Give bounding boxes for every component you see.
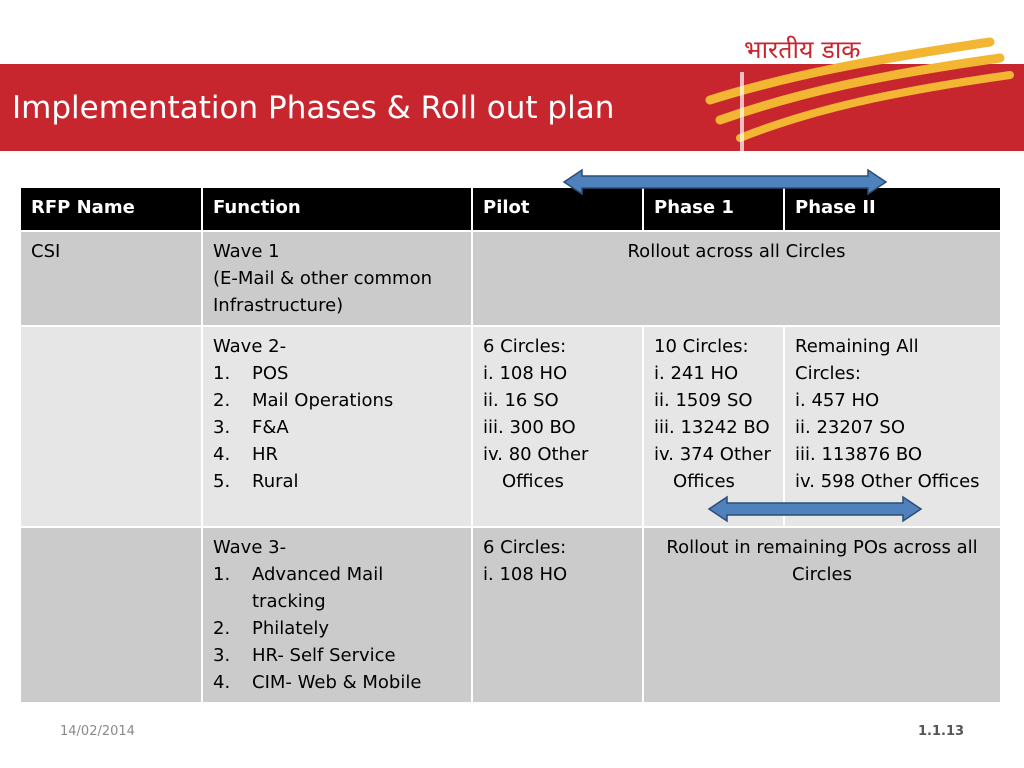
pilot-line: i. 108 HO xyxy=(483,363,568,384)
wave-label: Wave 3- xyxy=(213,537,287,558)
cell-pilot xyxy=(472,527,643,703)
rollout-table xyxy=(19,186,1002,704)
table-row xyxy=(20,527,1001,703)
phase2-line: ii. 23207 SO xyxy=(795,417,906,438)
phase2-line: iv. 598 Other Offices xyxy=(795,471,980,492)
header-rfp-name: RFP Name xyxy=(20,187,202,231)
wave-label: Wave 2- xyxy=(213,336,287,357)
list-item: 1. Advanced Mail tracking xyxy=(213,564,384,612)
pilot-line: Offices xyxy=(502,471,564,492)
pilot-line: 6 Circles: xyxy=(483,336,567,357)
function-line: Infrastructure) xyxy=(213,295,344,316)
phase2-line: Circles: xyxy=(795,363,861,384)
footer-date: 14/02/2014 xyxy=(60,724,135,739)
list-item: 4. HR xyxy=(213,444,279,465)
logo-text: भारतीय डाक xyxy=(744,35,861,64)
list-item: 2. Philately xyxy=(213,618,330,639)
pilot-line: ii. 16 SO xyxy=(483,390,559,411)
phase2-line: i. 457 HO xyxy=(795,390,880,411)
cell-rfp-name: CSI xyxy=(20,231,202,326)
footer-page-number: 1.1.13 xyxy=(918,724,965,739)
cell-rollout: Rollout in remaining POs across all Circles xyxy=(643,527,1001,703)
phase1-line: i. 241 HO xyxy=(654,363,739,384)
slide-title: Implementation Phases & Roll out plan xyxy=(12,90,615,126)
list-item: 4. CIM- Web & Mobile xyxy=(213,672,422,693)
pilot-line: iv. 80 Other xyxy=(483,444,589,465)
function-line: (E-Mail & other common xyxy=(213,268,433,289)
cell-function xyxy=(202,231,472,326)
pilot-line: i. 108 HO xyxy=(483,564,568,585)
list-item: 5. Rural xyxy=(213,471,299,492)
list-item: 2. Mail Operations xyxy=(213,390,394,411)
header-function: Function xyxy=(202,187,472,231)
phase1-line: ii. 1509 SO xyxy=(654,390,753,411)
cell-rfp-name xyxy=(20,527,202,703)
header-phase-2: Phase II xyxy=(784,187,1001,231)
header-pilot: Pilot xyxy=(472,187,643,231)
phase1-line: iii. 13242 BO xyxy=(654,417,770,438)
cell-function xyxy=(202,527,472,703)
function-line: Wave 1 xyxy=(213,241,280,262)
function-list xyxy=(213,360,461,495)
phase1-line: iv. 374 Other xyxy=(654,444,771,465)
table-row xyxy=(20,231,1001,326)
cell-rollout: Rollout across all Circles xyxy=(472,231,1001,326)
cell-pilot xyxy=(472,326,643,527)
list-item: 3. F&A xyxy=(213,417,289,438)
double-arrow-icon xyxy=(562,168,888,196)
phase1-line: Offices xyxy=(673,471,735,492)
list-item: 3. HR- Self Service xyxy=(213,645,396,666)
cell-rfp-name xyxy=(20,326,202,527)
cell-function xyxy=(202,326,472,527)
list-item: 1. POS xyxy=(213,363,289,384)
phase2-line: iii. 113876 BO xyxy=(795,444,923,465)
phase1-line: 10 Circles: xyxy=(654,336,749,357)
header-phase-1: Phase 1 xyxy=(643,187,784,231)
double-arrow-icon xyxy=(707,495,923,523)
pilot-line: iii. 300 BO xyxy=(483,417,576,438)
function-list xyxy=(213,561,461,696)
phase2-line: Remaining All xyxy=(795,336,919,357)
india-post-logo xyxy=(700,20,1020,152)
pilot-line: 6 Circles: xyxy=(483,537,567,558)
